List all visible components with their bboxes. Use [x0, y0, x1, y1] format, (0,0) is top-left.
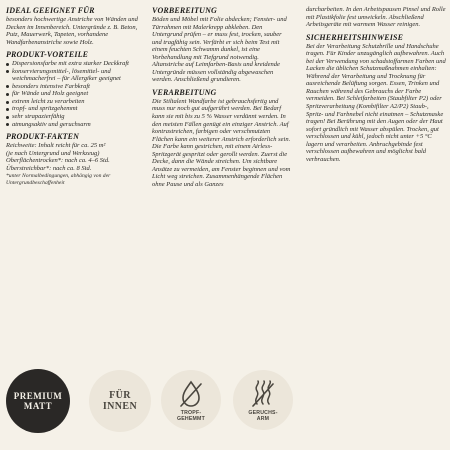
no-drip-icon: [174, 379, 208, 409]
heading-vorteile: PRODUKT-VORTEILE: [6, 50, 89, 60]
vorteile-list: [6, 60, 148, 128]
text-sicherheit: Bei der Verarbeitung Schutzbrille und Handschuhe tragen. Für Kinder unzugänglich aufbewahren. Auch bei der Verwendung von schadstoffarmen Farben und Lacken die üblichen Schutzmaßnahmen einhalten: Während der Verarbeitung und Trocknung für ausreichende Belüftung sorgen. Essen, Trinken und Rauchen während des Gebrauchs der Farbe vermeiden. Bei Schleifarbeiten (Staubfilter P2) oder Spritzverarbeitung (Kombifilter A2/P2) Staub-, Spritz- und Farbnebel nicht einatmen – Schutzmaske tragen! Bei Berührung mit den Augen oder der Haut sofort gründlich mit Wasser abspülen. Trocken, gut verschlossen und kühl, jedoch nicht unter +5 °C lagern und verarbeiten. Anbruchgebinde fest verschlossen aufbewahren und möglichst bald verbrauchen.: [306, 42, 446, 163]
list-item: besonders intensive Farbkraft: [6, 83, 148, 91]
section-vorbereitung: [152, 6, 292, 84]
fuer-innen-badge: [89, 370, 151, 432]
badge-line: MATT: [23, 401, 53, 411]
text-ideal: besonders hochwertige Anstriche von Wänden und Decken im Innenbereich. Untergründe z. B. Beton, Putz, Mauerwerk, Tapeten, vorhandene Wandfarbenanstriche sowie Holz.: [6, 16, 138, 46]
list-item: atmungsaktiv und geruchsarm: [6, 121, 148, 129]
fakten-footnote: *unter Normalbedingungen, abhängig von der Untergrundbeschaffenheit: [6, 173, 111, 186]
heading-vorbereitung: VORBEREITUNG: [152, 6, 217, 15]
heading-verarbeitung: VERARBEITUNG: [152, 87, 217, 97]
fakten-line: Überstreichbar*: nach ca. 8 Std.: [6, 164, 92, 172]
badge-line: GERUCHS-: [248, 409, 278, 416]
section-fakten: [6, 132, 148, 186]
badge-line: FÜR: [109, 390, 131, 401]
badge-line: TROPF-: [180, 409, 202, 416]
text-verarbeitung: Die Stiltalent Wandfarbe ist gebrauchsfertig und muss nur noch gut aufgerührt werden. Bei Bedarf kann sie mit bis zu 5 % Wasser verdünnt werden. In den meisten Fällen genügt ein einziger Anstrich. Auf kontrastreichen, farbigen oder verschmutzten Flächen kann ein weiterer Anstrich erforderlich sein. Die Farbe kann gestrichen, mit einem Airless-Spritzgerät gespritzt oder gerollt werden. Zuerst die Decke, dann die Wände streichen. Um sichtbare Ansätze zu vermeiden, am Fenster beginnen und vom Licht weg streichen. Zusammenhängende Flächen ohne Pause und als Ganzes: [152, 97, 291, 188]
heading-sicherheit: SICHERHEITSHINWEISE: [306, 32, 404, 42]
premium-matt-badge: [6, 369, 70, 433]
column-left: [6, 6, 148, 190]
geruchsarm-badge: [233, 370, 293, 430]
list-item: für Wände und Holz geeignet: [6, 90, 148, 98]
badge-line: PREMIUM: [13, 391, 63, 401]
section-verarbeitung: [152, 88, 292, 189]
fakten-line: Reichweite: Inhalt reicht für ca. 25 m²: [6, 142, 106, 150]
column-right: [306, 6, 446, 167]
section-ideal: [6, 6, 148, 46]
badge-caption: [248, 410, 277, 422]
badge-caption: [177, 410, 205, 422]
list-item: Dispersionsfarbe mit extra starker Deckkraft: [6, 60, 148, 68]
fakten-line: Oberflächentrocken*: nach ca. 4–6 Std.: [6, 157, 110, 165]
list-item: tropf- und spritzgehemmt: [6, 105, 148, 113]
text-verarbeitung-cont: durcharbeiten. In den Arbeitspausen Pinsel und Rolle mit Plastikfolie fest umwickeln. Abschließend Arbeitsgeräte mit warmem Wasser reinigen.: [306, 6, 446, 29]
section-vorteile: [6, 50, 148, 128]
fakten-line: (je nach Untergrund und Werkzeug): [6, 149, 100, 157]
badge-line: ARM: [256, 415, 270, 422]
no-smell-icon: [246, 379, 280, 409]
list-item: sehr strapazierfähig: [6, 113, 148, 121]
badge-row: [0, 362, 450, 450]
list-item: extrem leicht zu verarbeiten: [6, 98, 148, 106]
badge-line: GEHEMMT: [177, 415, 205, 422]
heading-ideal: IDEAL GEEIGNET FÜR: [6, 6, 95, 15]
text-vorbereitung: Böden und Möbel mit Folie abdecken; Fenster- und Türrahmen mit Malerkrepp abkleben. Den Untergrund prüfen – er muss fest, trocken, sauber und tragfähig sein. Verfärbt er sich beim Test mit einem feuchten Schwamm dunkel, ist eine Vorbehandlung mit Tiefgrund notwendig. Altanstriche auf Leimfarben-Basis und kreidende Untergründe müssen vollständig abgewaschen werden. Anschließend grundieren.: [152, 16, 287, 84]
list-item: konservierungsmittel-, lösemittel- und weichmacherfrei – für Allergiker geeignet: [6, 68, 148, 83]
column-middle: [152, 6, 292, 192]
tropfgehemmt-badge: [161, 370, 221, 430]
section-sicherheit: [306, 33, 446, 164]
section-verarbeitung-cont: [306, 6, 446, 29]
badge-line: INNEN: [102, 401, 138, 412]
heading-fakten: PRODUKT-FAKTEN: [6, 132, 80, 142]
